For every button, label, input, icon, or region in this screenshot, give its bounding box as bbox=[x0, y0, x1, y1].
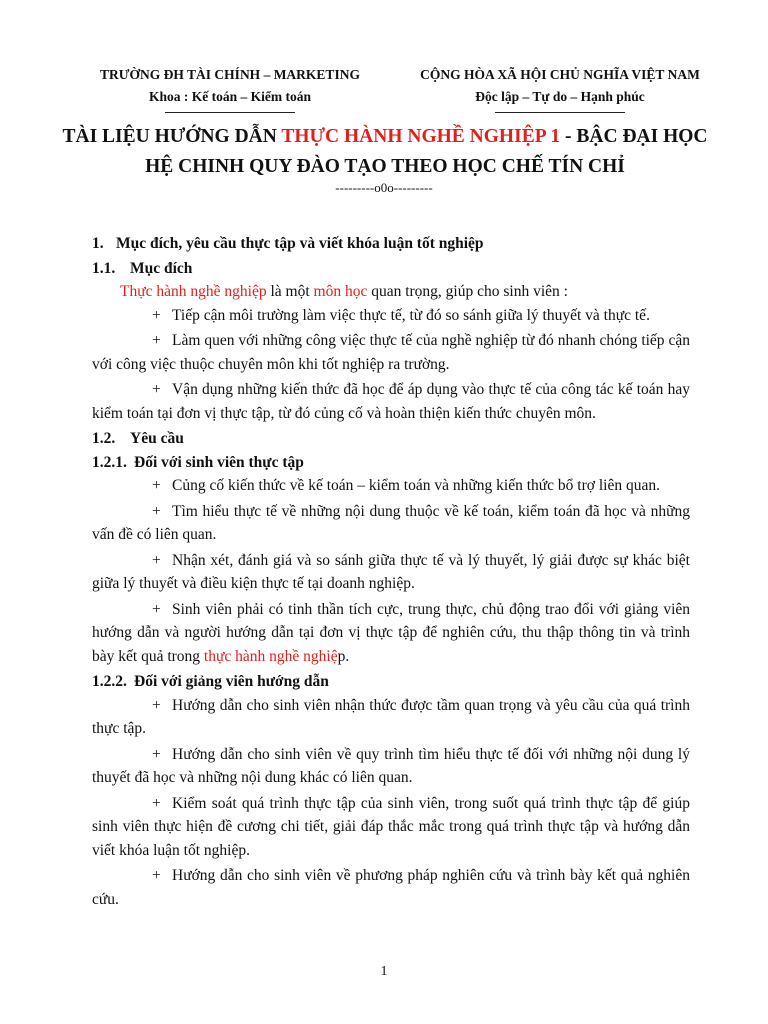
list-item bbox=[92, 304, 690, 328]
list-item bbox=[92, 792, 690, 863]
page-number: 1 bbox=[380, 964, 388, 979]
list-item-text: Làm quen với những công việc thực tế của nghề nghiệp từ đó nhanh chóng tiếp cận với công việc thuộc chuyên môn khi tốt nghiệp ra trường. bbox=[92, 332, 690, 373]
title-part-3: - BẬC ĐẠI HỌC HỆ CHINH QUY ĐÀO TẠO THEO HỌC CHẾ TÍN CHỈ bbox=[145, 126, 708, 177]
section-title: Đối với sinh viên thực tập bbox=[134, 453, 304, 471]
list-item-text-end: p. bbox=[337, 647, 350, 665]
plus-icon: + bbox=[152, 867, 161, 884]
section-1-heading bbox=[92, 232, 690, 256]
list-item-highlight: thực hành nghề nghiệ bbox=[203, 647, 338, 665]
faculty-name: Khoa : Kế toán – Kiểm toán bbox=[149, 89, 311, 104]
list-item bbox=[92, 864, 690, 911]
plus-icon: + bbox=[152, 551, 161, 569]
list-item bbox=[92, 474, 690, 498]
plus-icon: + bbox=[152, 696, 161, 714]
university-name: TRƯỜNG ĐH TÀI CHÍNH – MARKETING bbox=[100, 67, 360, 82]
list-item-text: Hướng dẫn cho sinh viên về phương pháp nghiên cứu và trình bày kết quả nghiên cứu. bbox=[92, 867, 690, 908]
plus-icon: + bbox=[152, 600, 161, 618]
document-title bbox=[60, 122, 710, 182]
intro-highlight-2: môn học bbox=[313, 283, 368, 300]
section-number: 1. bbox=[92, 235, 104, 252]
section-1-2-2-heading bbox=[92, 670, 690, 694]
national-motto: Độc lập – Tự do – Hạnh phúc bbox=[475, 89, 645, 104]
title-part-1: TÀI LIỆU HƯỚNG DẪN bbox=[62, 126, 282, 147]
section-number: 1.2. bbox=[92, 430, 116, 447]
list-item bbox=[92, 549, 690, 596]
list-item-text: Tìm hiểu thực tế về những nội dung thuộc về kế toán, kiểm toán đã học và những vấn đề có liên quan. bbox=[92, 502, 690, 543]
list-item bbox=[92, 329, 690, 376]
plus-icon: + bbox=[152, 332, 161, 349]
intro-highlight-1: Thực hành nghề nghiệp bbox=[120, 283, 267, 300]
list-item bbox=[92, 500, 690, 547]
list-item-text: Nhận xét, đánh giá và so sánh giữa thực tế và lý thuyết, lý giải được sự khác biệt giữa lý thuyết và điều kiện thực tế tại doanh nghiệp. bbox=[92, 551, 690, 592]
section-number: 1.2.1. bbox=[92, 453, 127, 471]
plus-icon: + bbox=[152, 306, 161, 324]
list-item-text: Hướng dẫn cho sinh viên về quy trình tìm hiểu thực tế đối với những nội dung lý thuyết đã học và những nội dung khác có liên quan. bbox=[92, 745, 690, 786]
plus-icon: + bbox=[152, 477, 161, 494]
section-number: 1.1. bbox=[92, 259, 116, 277]
plus-icon: + bbox=[152, 381, 161, 398]
section-1-2-1-heading bbox=[92, 451, 690, 475]
list-item-text: Sinh viên phải có tinh thần tích cực, trung thực, chủ động trao đổi với giảng viên hướng dẫn và người hướng dẫn tại đơn vị thực tập để nghiên cứu, thu thập thông tin và trình bày kết quả trong bbox=[92, 600, 690, 665]
national-header bbox=[400, 64, 720, 113]
document-body bbox=[92, 232, 690, 913]
plus-icon: + bbox=[152, 502, 161, 520]
list-item bbox=[92, 378, 690, 425]
section-1-1-heading bbox=[92, 257, 690, 281]
list-item-text: Tiếp cận môi trường làm việc thực tế, từ đó so sánh giữa lý thuyết và thực tế. bbox=[172, 306, 650, 324]
intro-text-2: quan trọng, giúp cho sinh viên : bbox=[367, 283, 568, 300]
header-rule-left bbox=[165, 112, 295, 113]
list-item-text: Kiểm soát quá trình thực tập của sinh viên, trong suốt quá trình thực tập để giúp sinh viên thực hiện đề cương chi tiết, giải đáp thắc mắc trong quá trình thực tập và hướng dẫn viết khóa luận tốt nghiệp. bbox=[92, 794, 690, 859]
plus-icon: + bbox=[152, 794, 161, 812]
section-title: Mục đích, yêu cầu thực tập và viết khóa luận tốt nghiệp bbox=[116, 235, 484, 252]
intro-text-1: là một bbox=[266, 283, 314, 300]
purpose-intro bbox=[92, 280, 690, 304]
section-number: 1.2.2. bbox=[92, 673, 127, 690]
list-item-text: Vận dụng những kiến thức đã học để áp dụng vào thực tế của công tác kế toán hay kiểm toán tại đơn vị thực tập, từ đó củng cố và hoàn thiện kiến thức chuyên môn. bbox=[92, 381, 690, 422]
header-rule-right bbox=[495, 112, 625, 113]
section-title: Mục đích bbox=[130, 259, 193, 277]
country-name: CỘNG HÒA XÃ HỘI CHỦ NGHĨA VIỆT NAM bbox=[420, 67, 700, 82]
section-title: Đối với giảng viên hướng dẫn bbox=[134, 673, 329, 690]
plus-icon: + bbox=[152, 745, 161, 763]
list-item-text: Củng cố kiến thức về kế toán – kiểm toán và những kiến thức bổ trợ liên quan. bbox=[172, 477, 660, 494]
section-1-2-heading bbox=[92, 427, 690, 451]
section-title: Yêu cầu bbox=[130, 430, 184, 447]
title-separator: ---------o0o--------- bbox=[335, 180, 433, 195]
list-item bbox=[92, 598, 690, 669]
list-item-text: Hướng dẫn cho sinh viên nhận thức được tầm quan trọng và yêu cầu của quá trình thực tập. bbox=[92, 696, 690, 737]
list-item bbox=[92, 743, 690, 790]
university-header bbox=[80, 64, 380, 113]
title-part-2: THỰC HÀNH NGHỀ NGHIỆP 1 bbox=[281, 126, 561, 147]
list-item bbox=[92, 694, 690, 741]
